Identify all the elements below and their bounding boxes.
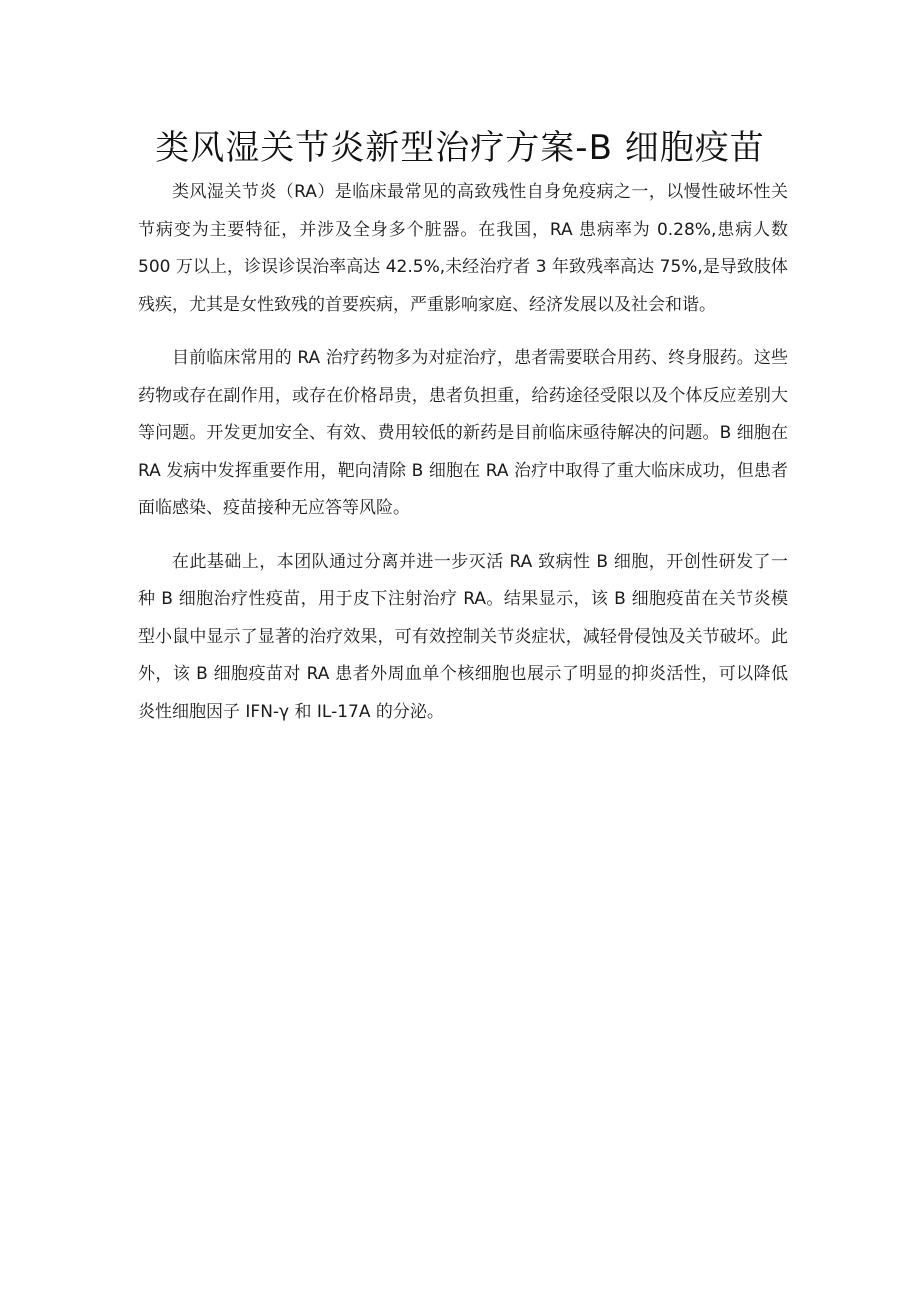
document-title: 类风湿关节炎新型治疗方案-B 细胞疫苗: [155, 128, 765, 168]
document-body: [138, 174, 788, 747]
paragraph-current-treatment: 目前临床常用的 RA 治疗药物多为对症治疗，患者需要联合用药、终身服药。这些药物或存在副作用，或存在价格昂贵，患者负担重，给药途径受限以及个体反应差别大等问题。开发更加安全、有效、费用较低的新药是目前临床亟待解决的问题。B 细胞在 RA 发病中发挥重要作用，靶向清除 B 细胞在 RA 治疗中取得了重大临床成功，但患者面临感染、疫苗接种无应答等风险。: [138, 348, 788, 518]
paragraph-prevalence: 类风湿关节炎（RA）是临床最常见的高致残性自身免疫病之一，以慢性破坏性关节病变为主要特征，并涉及全身多个脏器。在我国，RA 患病率为 0.28%,患病人数 500 万以上，诊误诊误治率高达 42.5%,未经治疗者 3 年致残率高达 75%,是导致肢体残疾，尤其是女性致残的首要疾病，严重影响家庭、经济发展以及社会和谐。: [138, 182, 788, 315]
paragraph-b-cell-vaccine: 在此基础上，本团队通过分离并进一步灭活 RA 致病性 B 细胞，开创性研发了一种 B 细胞治疗性疫苗，用于皮下注射治疗 RA。结果显示，该 B 细胞疫苗在关节炎模型小鼠中显示了显著的治疗效果，可有效控制关节炎症状，减轻骨侵蚀及关节破坏。此外，该 B 细胞疫苗对 RA 患者外周血单个核细胞也展示了明显的抑炎活性，可以降低炎性细胞因子 IFN-γ 和 IL-17A 的分泌。: [138, 551, 788, 722]
